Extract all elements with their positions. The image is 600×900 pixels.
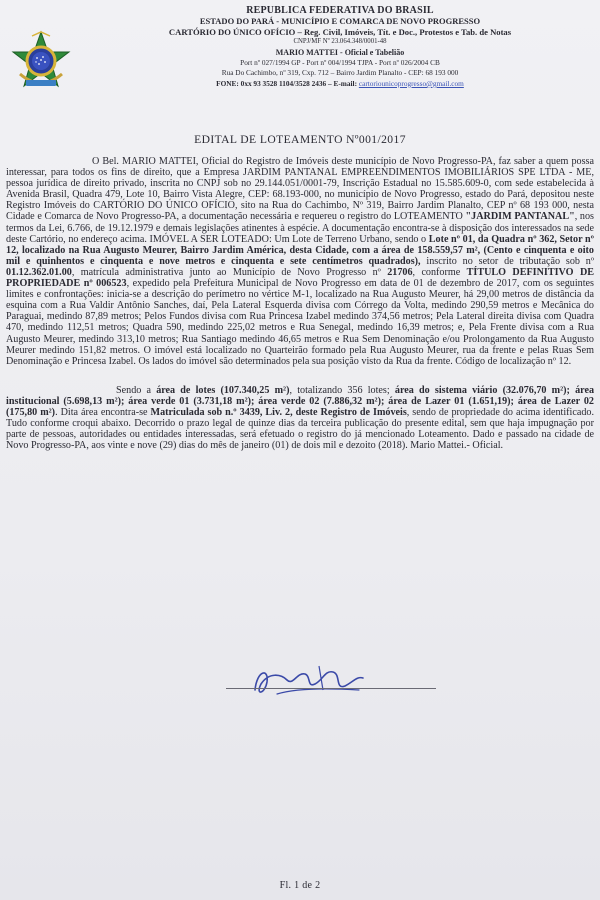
document-title: EDITAL DE LOTEAMENTO Nº001/2017: [194, 133, 406, 146]
letterhead: [0, 6, 600, 118]
header-line-ordinances: Port nº 027/1994 GP - Port nº 004/1994 TJPA - Port nº 026/2004 CB: [240, 58, 440, 68]
p1-text-10: , expedido pela Prefeitura Municipal de Novo Progresso em data de 01 de dezembro de 2017, com os seguintes limites e confrontações: inicia-se a descrição do perímetro no vértice M-1, localizado na Rua Augusto Meurer, há 29,00 metros de distância da esquina com a Rua Valdir Antônio Sanches, daí, Pela Lateral Esquerda divisa com Córrego da Volta, medindo 290,59 metros e Mecânica do Paraguai, medindo 87,89 metros; Pelos Fundos divisa com Rua Princesa Izabel medindo 374,56 metros; Pela Lateral direita divisa com Quadra 470, medindo 112,51 metros; Quadra 590, medindo 225,02 metros e Rua Senegal, medindo 16,39 metros; e, Pela Frente divisa com a Rua Augusto Meurer, medindo 313,10 metros; Rua Santiago medindo 46,65 metros e Rua Sem Denominação e/ou Prolongamento da Rua Augusto Meurer medindo 151,82 metros. O imóvel está localizado no Quarteirão formado pela Rua Augusto Meurer, rua da frente e pelas Ruas Sem Denominação e Princesa Izabel. Os lados do imóvel são determinados pela sua posição visto da Rua da frente. Código de localização nº 12.: [6, 278, 594, 367]
p1-bold-9: TÍTULO DEFINITIVO DE PROPRIEDADE nº 006523: [6, 266, 595, 290]
signature-icon: [247, 660, 367, 700]
header-line-cnpj: CNPJ/MF Nº 23.064.348/0001-48: [293, 38, 387, 46]
p1-bold-3: Lote nº 01, da Quadra nº 362, Setor nº 12, localizado na Rua Augusto Meurer, Bairro Jardim América, desta Cidade, com a área de 158.559,57 m², (Cento e cinquenta e oito mil e quinhentos e cinquenta e nove metros e cinquenta e sete centímetros quadrados),: [6, 233, 594, 267]
p1-bold-1: "JARDIM PANTANAL": [465, 211, 575, 223]
page-number: Fl. 1 de 2: [279, 880, 321, 891]
header-line-registry: CARTÓRIO DO ÚNICO OFÍCIO – Reg. Civil, Imóveis, Tít. e Doc., Protestos e Tab. de Notas: [168, 26, 512, 37]
p1-text-6: , matrícula administrativa junto ao Município de Novo Progresso nº: [71, 266, 388, 278]
p1-text-4: inscrito no setor de tributação sob nº: [420, 255, 595, 267]
p2-bold-3: área do sistema viário (32.076,70 m²); área institucional (5.698,13 m²); área verde 01 (3.731,18 m²); área verde 02 (7.886,32 m²); área de Lazer 01 (1.651,19); área de Lazer 02 (175,80 m²): [6, 384, 595, 418]
header-line-state: ESTADO DO PARÁ - MUNICÍPIO E COMARCA DE NOVO PROGRESSO: [199, 16, 481, 27]
brasao-seal-icon: [10, 30, 72, 92]
document-body: [6, 156, 594, 451]
p1-bold-7: 21706: [387, 266, 413, 278]
p2-text-2: , totalizando 356 lotes;: [289, 384, 395, 396]
p1-text-2: , nos termos da Lei, 6.766, de 19.12.1979 e demais legislações atinentes à espécie. A documentação encontra-se à disposição dos interessados na sede deste Cartório, no endereço acima. IMÓVEL A SER LOTEADO: Um Lote de Terreno Urbano, sendo o: [6, 211, 594, 245]
header-line-republic: REPÚBLICA FEDERATIVA DO BRASIL: [246, 6, 434, 16]
signature-line: [226, 688, 436, 689]
header-line-contact: [120, 79, 560, 89]
p2-text-4: . Dita área encontra-se: [55, 406, 151, 418]
header-line-officer: MARIO MATTEI - Oficial e Tabelião: [275, 47, 405, 57]
email-link[interactable]: cartoriounicoprogresso@gmail.com: [358, 78, 464, 88]
p2-text-6: , sendo de propriedade do acima identificado. Tudo conforme croqui abaixo. Decorrido o prazo legal de quinze dias da terceira publicação do presente edital, sem que haja impugnação por parte de pessoas, autoridades ou entidades interessadas, será efetuado o registro do já mencionado Loteamento. Dado e passado na cidade de Novo Progresso-PA, aos vinte e nove (29) dias do mês de janeiro (01) de dois mil e dezoito (2018). Mario Mattei.- Oficial.: [6, 406, 595, 452]
p1-bold-5: 01.12.362.01.00: [6, 266, 72, 278]
letterhead-lines: [120, 6, 560, 89]
p1-text-8: , conforme: [412, 266, 467, 278]
p2-bold-5: Matriculada sob n.º 3439, Liv. 2, deste Registro de Imóveis: [150, 406, 407, 418]
paragraph-announcement: [6, 156, 594, 367]
p2-text-0: Sendo a: [116, 384, 157, 396]
header-line-address: Rua Do Cachimbo, nº 319, Cxp. 712 – Bairro Jardim Planalto - CEP: 68 193 000: [221, 68, 459, 78]
p2-bold-1: área de lotes (107.340,25 m²): [156, 384, 290, 396]
paragraph-areas: [6, 385, 594, 452]
p1-text-0: O Bel. MARIO MATTEI, Oficial do Registro de Imóveis deste município de Novo Progresso-PA, faz saber a quem possa interessar, para todos os fins de direito, que a Empresa JARDIM PANTANAL EMPREENDIMENTOS IMOBILIÁRIOS SPE LTDA - ME, pessoa jurídica de direito privado, inscrita no CNPJ sob no 29.144.051/0001-79, Inscrição Estadual no 15.585.609-0, com sede estabelecida à Avenida Brasil, Quadra 479, Lote 10, Bairro Vista Alegre, CEP: 68.193-000, no município de Novo Progresso, estado do Pará, depositou neste Registro Imóveis do CARTÓRIO DO ÚNICO OFÍCIO, sito na Rua do Cachimbo, Nº 319, Bairro Jardim Planalto, CEP nº 68 193 000, nesta Cidade e Comarca de Novo Progresso-PA, a documentação necessária e requereu o registro do LOTEAMENTO: [6, 156, 594, 223]
contact-phone: FONE: 0xx 93 3528 1104/3528 2436 – E-mail:: [216, 78, 359, 88]
